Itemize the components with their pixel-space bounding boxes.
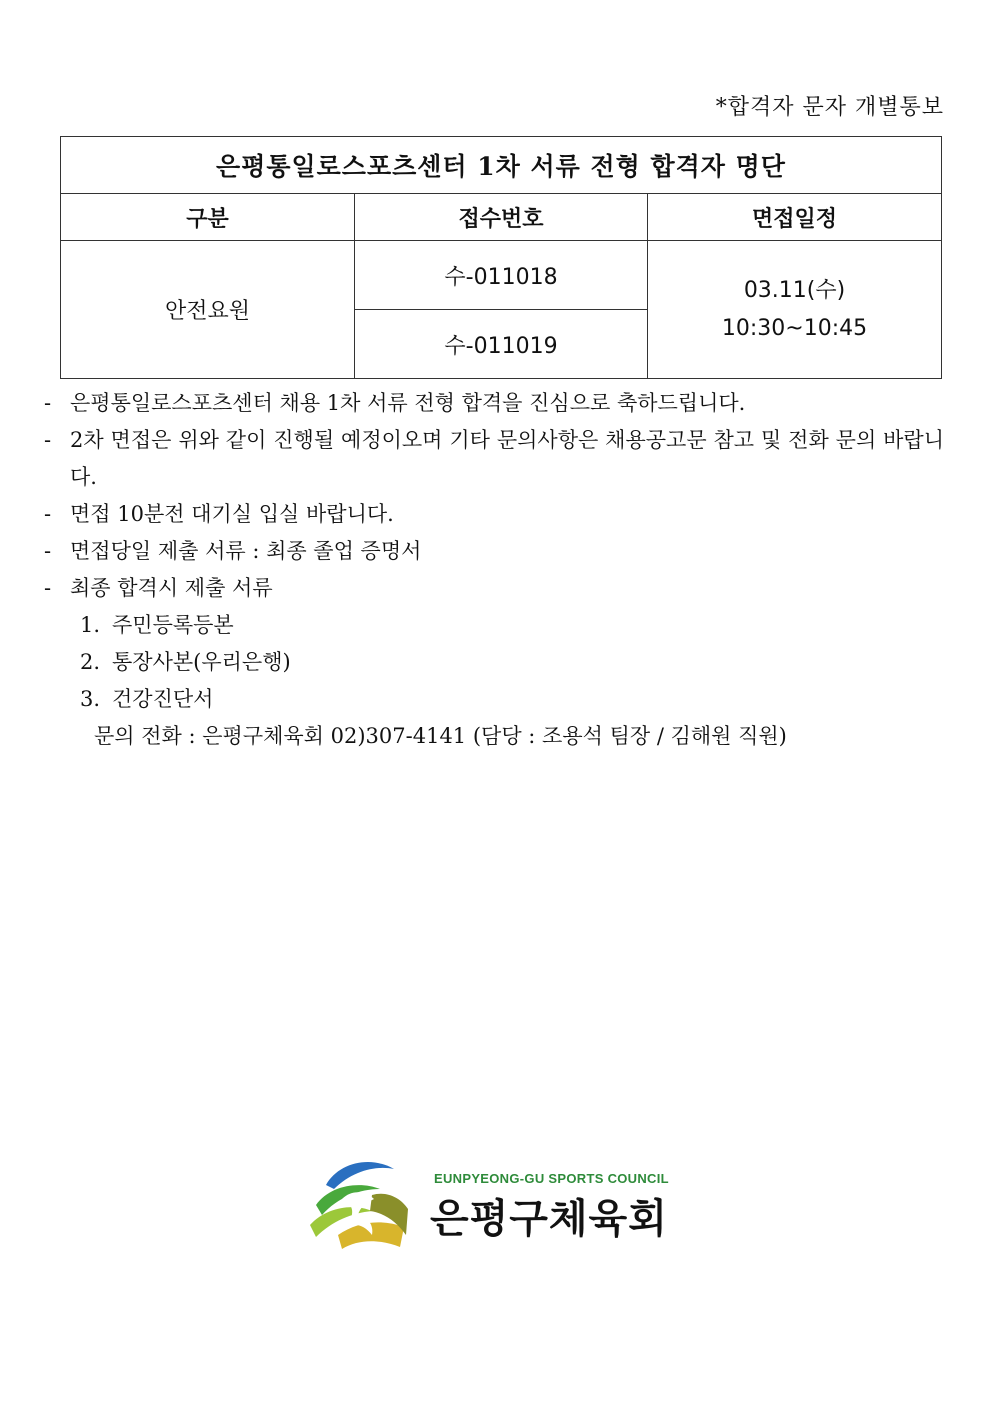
table-title: 은평통일로스포츠센터 1차 서류 전형 합격자 명단 [61, 137, 942, 194]
schedule-cell [648, 241, 942, 379]
note-text: 최종 합격시 제출 서류 [70, 576, 273, 600]
council-logo [308, 1155, 678, 1250]
header-category: 구분 [61, 194, 355, 241]
interview-time: 10:30~10:45 [721, 315, 868, 341]
logo-english-text: EUNPYEONG-GU SPORTS COUNCIL [434, 1171, 669, 1186]
notification-note: *합격자 문자 개별통보 [715, 95, 944, 120]
note-item: - 최종 합격시 제출 서류 [44, 570, 944, 607]
notes-section [44, 385, 944, 755]
runner-emblem-icon [308, 1155, 412, 1249]
logo-korean-text: 은평구체육회 [430, 1196, 668, 1242]
interview-date: 03.11(수) [743, 277, 846, 303]
header-interview-schedule: 면접일정 [648, 194, 942, 241]
note-item: - 면접 10분전 대기실 입실 바랍니다. [44, 496, 944, 533]
results-table [60, 136, 942, 379]
applicant-number: 수-011018 [355, 241, 648, 310]
note-text: 은평통일로스포츠센터 채용 1차 서류 전형 합격을 진심으로 축하드립니다. [70, 391, 746, 415]
document-item: 3. 건강진단서 [80, 687, 214, 711]
note-text: 2차 면접은 위와 같이 진행될 예정이오며 기타 문의사항은 채용공고문 참고 및 전화 문의 바랍니다. [70, 428, 944, 489]
required-documents-list [44, 607, 944, 718]
note-item: - 은평통일로스포츠센터 채용 1차 서류 전형 합격을 진심으로 축하드립니다. [44, 385, 944, 422]
applicant-number: 수-011019 [355, 310, 648, 379]
note-item: - 2차 면접은 위와 같이 진행될 예정이오며 기타 문의사항은 채용공고문 참고 및 전화 문의 바랍니다. [44, 422, 944, 496]
contact-info: 문의 전화 : 은평구체육회 02)307-4141 (담당 : 조용석 팀장 / 김해원 직원) [94, 724, 787, 748]
category-cell: 안전요원 [61, 241, 355, 379]
header-application-number: 접수번호 [355, 194, 648, 241]
note-text: 면접 10분전 대기실 입실 바랍니다. [70, 502, 394, 526]
document-item: 2. 통장사본(우리은행) [80, 650, 291, 674]
document-item: 1. 주민등록등본 [80, 613, 234, 637]
note-text: 면접당일 제출 서류 : 최종 졸업 증명서 [70, 539, 422, 563]
note-item: - 면접당일 제출 서류 : 최종 졸업 증명서 [44, 533, 944, 570]
